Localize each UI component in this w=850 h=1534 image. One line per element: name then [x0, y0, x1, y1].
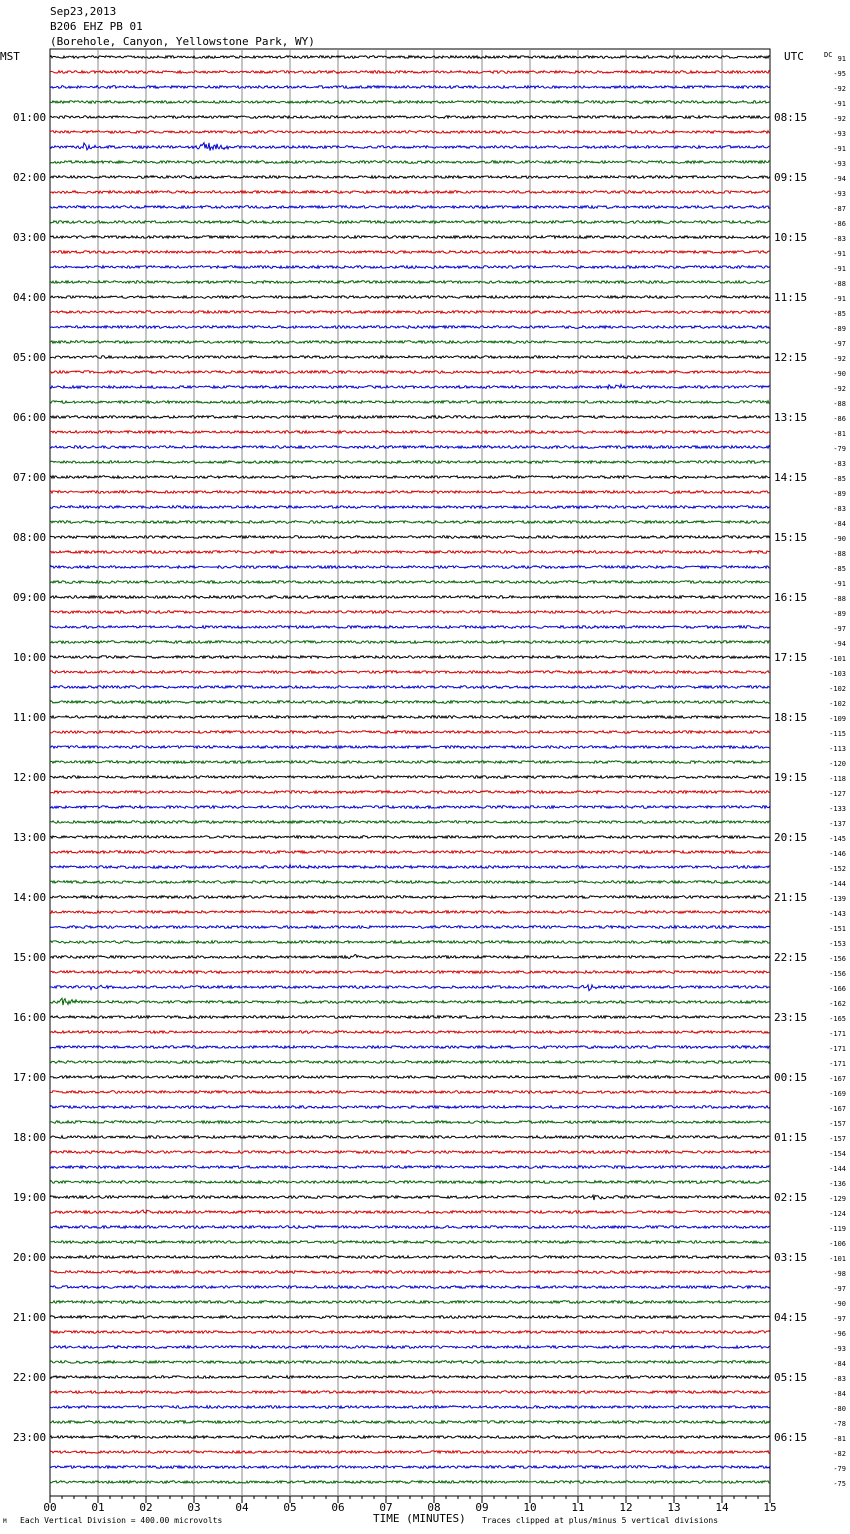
trace-line: [50, 385, 770, 389]
trace-line: [50, 611, 770, 614]
mst-hour-label: 18:00: [13, 1131, 47, 1144]
dc-offset-label: -144: [829, 880, 846, 888]
dc-offset-label: -143: [829, 910, 846, 918]
dc-offset-label: -90: [833, 370, 846, 378]
trace-line: [50, 1210, 770, 1214]
trace-line: [50, 581, 770, 584]
utc-hour-label: 15:15: [774, 531, 808, 544]
utc-hour-label: 05:15: [774, 1371, 808, 1384]
mst-hour-label: 23:00: [13, 1431, 47, 1444]
dc-offset-label: -79: [833, 1465, 846, 1473]
dc-offset-label: 91: [837, 55, 846, 63]
trace-line: [50, 191, 770, 194]
dc-offset-label: -81: [833, 1435, 846, 1443]
dc-offset-label: -85: [833, 310, 846, 318]
trace-line: [50, 1286, 770, 1289]
mst-hour-label: 03:00: [13, 231, 47, 244]
dc-offset-label: -92: [833, 355, 846, 363]
dc-offset-label: -152: [829, 865, 846, 873]
dc-offset-label: -166: [829, 985, 846, 993]
trace-line: [50, 281, 770, 284]
trace-line: [50, 701, 770, 704]
utc-hour-label: 21:15: [774, 891, 808, 904]
dc-offset-label: -156: [829, 970, 846, 978]
dc-label: DC: [824, 51, 833, 59]
dc-offset-label: -120: [829, 760, 846, 768]
dc-offset-label: -153: [829, 940, 846, 948]
utc-hour-label: 19:15: [774, 771, 808, 784]
utc-hour-label: 02:15: [774, 1191, 808, 1204]
trace-line: [50, 1106, 770, 1109]
trace-line: [50, 641, 770, 644]
trace-line: [50, 1016, 770, 1019]
trace-line: [50, 776, 770, 779]
x-tick-label: 06: [331, 1501, 345, 1514]
trace-line: [50, 1406, 770, 1409]
trace-line: [50, 1436, 770, 1439]
mst-hour-label: 13:00: [13, 831, 47, 844]
trace-line: [50, 1376, 770, 1379]
dc-offset-label: -113: [829, 745, 846, 753]
trace-line: [50, 821, 770, 824]
utc-hour-label: 00:15: [774, 1071, 808, 1084]
trace-line: [50, 206, 770, 209]
trace-line: [50, 251, 770, 254]
trace-line: [50, 71, 770, 74]
trace-line: [50, 371, 770, 374]
dc-offset-label: -144: [829, 1165, 846, 1173]
dc-offset-label: -92: [833, 115, 846, 123]
dc-offset-label: -101: [829, 655, 846, 663]
x-tick-label: 15: [763, 1501, 777, 1514]
x-tick-label: 07: [379, 1501, 393, 1514]
trace-line: [50, 1195, 770, 1200]
trace-line: [50, 896, 770, 899]
station-location: (Borehole, Canyon, Yellowstone Park, WY): [50, 35, 315, 48]
dc-offset-label: -83: [833, 1375, 846, 1383]
dc-offset-label: -137: [829, 820, 846, 828]
dc-offset-label: -83: [833, 460, 846, 468]
dc-offset-label: -83: [833, 505, 846, 513]
dc-offset-label: -94: [833, 175, 846, 183]
dc-offset-label: -87: [833, 205, 846, 213]
clip-note: Traces clipped at plus/minus 5 vertical divisions: [482, 1516, 719, 1525]
dc-offset-label: -93: [833, 1345, 846, 1353]
x-tick-label: 03: [187, 1501, 201, 1514]
dc-offset-label: -91: [833, 580, 846, 588]
trace-line: [50, 1466, 770, 1469]
trace-line: [50, 161, 770, 164]
trace-line: [50, 836, 770, 839]
dc-offset-label: -157: [829, 1120, 846, 1128]
mst-hour-label: 17:00: [13, 1071, 47, 1084]
dc-offset-label: -157: [829, 1135, 846, 1143]
trace-line: [50, 881, 770, 884]
utc-hour-label: 16:15: [774, 591, 808, 604]
trace-line: [50, 1346, 770, 1349]
dc-offset-label: -88: [833, 280, 846, 288]
utc-hour-label: 23:15: [774, 1011, 808, 1024]
mst-hour-label: 10:00: [13, 651, 47, 664]
dc-offset-label: -98: [833, 1270, 846, 1278]
x-tick-label: 13: [667, 1501, 681, 1514]
trace-line: [50, 985, 770, 991]
x-tick-label: 05: [283, 1501, 297, 1514]
dc-offset-label: -106: [829, 1240, 846, 1248]
trace-line: [50, 671, 770, 674]
dc-offset-label: -92: [833, 85, 846, 93]
dc-offset-label: -129: [829, 1195, 846, 1203]
trace-line: [50, 1451, 770, 1454]
dc-offset-label: -93: [833, 130, 846, 138]
trace-line: [50, 911, 770, 914]
trace-line: [50, 941, 770, 944]
dc-offset-label: -167: [829, 1075, 846, 1083]
mst-hour-label: 07:00: [13, 471, 47, 484]
dc-offset-label: -119: [829, 1225, 846, 1233]
dc-offset-label: -91: [833, 295, 846, 303]
mst-hour-label: 12:00: [13, 771, 47, 784]
left-axis-label: MST: [0, 50, 20, 63]
dc-offset-label: -97: [833, 1285, 846, 1293]
utc-hour-label: 10:15: [774, 231, 808, 244]
mst-hour-label: 06:00: [13, 411, 47, 424]
trace-line: [50, 656, 770, 659]
dc-offset-label: -95: [833, 70, 846, 78]
dc-offset-label: -133: [829, 805, 846, 813]
dc-offset-label: -91: [833, 250, 846, 258]
trace-line: [50, 1166, 770, 1169]
trace-line: [50, 551, 770, 554]
trace-line: [50, 1421, 770, 1424]
dc-offset-label: -118: [829, 775, 846, 783]
trace-line: [50, 926, 770, 929]
trace-line: [50, 791, 770, 794]
dc-offset-label: -169: [829, 1090, 846, 1098]
dc-offset-label: -127: [829, 790, 846, 798]
trace-line: [50, 221, 770, 224]
plot-frame: [50, 49, 770, 1496]
trace-line: [50, 431, 770, 434]
dc-offset-label: -101: [829, 1255, 846, 1263]
trace-line: [50, 1301, 770, 1304]
mst-hour-label: 01:00: [13, 111, 47, 124]
dc-offset-label: -109: [829, 715, 846, 723]
scale-note: Each Vertical Division = 400.00 microvolts: [20, 1516, 223, 1525]
dc-offset-label: -115: [829, 730, 846, 738]
utc-hour-label: 14:15: [774, 471, 808, 484]
trace-line: [50, 626, 770, 629]
trace-line: [50, 1136, 770, 1139]
mst-hour-label: 04:00: [13, 291, 47, 304]
trace-line: [50, 1271, 770, 1274]
trace-line: [50, 1391, 770, 1394]
trace-line: [50, 998, 770, 1005]
dc-offset-label: -165: [829, 1015, 846, 1023]
utc-hour-label: 01:15: [774, 1131, 808, 1144]
dc-offset-label: -102: [829, 700, 846, 708]
mst-hour-label: 16:00: [13, 1011, 47, 1024]
trace-line: [50, 731, 770, 734]
dc-offset-label: -97: [833, 625, 846, 633]
utc-hour-label: 06:15: [774, 1431, 808, 1444]
dc-offset-label: -167: [829, 1105, 846, 1113]
dc-offset-label: -97: [833, 1315, 846, 1323]
dc-offset-label: -156: [829, 955, 846, 963]
dc-offset-label: -94: [833, 640, 846, 648]
utc-hour-label: 20:15: [774, 831, 808, 844]
trace-line: [50, 446, 770, 449]
trace-line: [50, 536, 770, 539]
x-tick-label: 12: [619, 1501, 633, 1514]
trace-line: [50, 971, 770, 974]
dc-offset-label: -145: [829, 835, 846, 843]
trace-line: [50, 955, 770, 959]
dc-offset-label: -90: [833, 1300, 846, 1308]
x-tick-label: 01: [91, 1501, 105, 1514]
dc-offset-label: -84: [833, 1360, 846, 1368]
dc-offset-label: -92: [833, 385, 846, 393]
dc-offset-label: -93: [833, 160, 846, 168]
trace-line: [50, 476, 770, 479]
utc-hour-label: 09:15: [774, 171, 808, 184]
trace-line: [50, 1181, 770, 1184]
utc-hour-label: 18:15: [774, 711, 808, 724]
dc-offset-label: -96: [833, 1330, 846, 1338]
dc-offset-label: -89: [833, 490, 846, 498]
trace-line: [50, 1091, 770, 1094]
trace-line: [50, 341, 770, 344]
utc-hour-label: 13:15: [774, 411, 808, 424]
dc-offset-label: -136: [829, 1180, 846, 1188]
dc-offset-label: -86: [833, 220, 846, 228]
trace-line: [50, 1481, 770, 1484]
trace-line: [50, 1256, 770, 1259]
utc-hour-label: 04:15: [774, 1311, 808, 1324]
x-tick-label: 11: [571, 1501, 585, 1514]
mst-hour-label: 21:00: [13, 1311, 47, 1324]
dc-offset-label: -91: [833, 265, 846, 273]
mst-hour-label: 20:00: [13, 1251, 47, 1264]
dc-offset-label: -90: [833, 535, 846, 543]
trace-line: [50, 806, 770, 809]
trace-line: [50, 716, 770, 719]
trace-line: [50, 1061, 770, 1064]
trace-line: [50, 596, 770, 599]
mst-hour-label: 02:00: [13, 171, 47, 184]
trace-line: [50, 1316, 770, 1319]
trace-line: [50, 1046, 770, 1049]
trace-line: [50, 1226, 770, 1229]
dc-offset-label: -151: [829, 925, 846, 933]
dc-offset-label: -84: [833, 520, 846, 528]
dc-offset-label: -89: [833, 610, 846, 618]
trace-line: [50, 266, 770, 269]
dc-offset-label: -171: [829, 1030, 846, 1038]
trace-line: [50, 56, 770, 59]
trace-line: [50, 506, 770, 509]
x-tick-label: 09: [475, 1501, 489, 1514]
dc-offset-label: -93: [833, 190, 846, 198]
footer-mark: M: [3, 1518, 7, 1525]
trace-line: [50, 86, 770, 89]
mst-hour-label: 08:00: [13, 531, 47, 544]
dc-offset-label: -83: [833, 235, 846, 243]
trace-line: [50, 1121, 770, 1124]
utc-hour-label: 03:15: [774, 1251, 808, 1264]
utc-hour-label: 12:15: [774, 351, 808, 364]
dc-offset-label: -85: [833, 475, 846, 483]
dc-offset-label: -146: [829, 850, 846, 858]
dc-offset-label: -162: [829, 1000, 846, 1008]
x-tick-label: 08: [427, 1501, 441, 1514]
dc-offset-label: -89: [833, 325, 846, 333]
trace-line: [50, 416, 770, 419]
dc-offset-label: -139: [829, 895, 846, 903]
mst-hour-label: 09:00: [13, 591, 47, 604]
dc-offset-label: -79: [833, 445, 846, 453]
trace-line: [50, 176, 770, 179]
trace-line: [50, 746, 770, 749]
mst-hour-label: 14:00: [13, 891, 47, 904]
utc-hour-label: 22:15: [774, 951, 808, 964]
trace-line: [50, 296, 770, 299]
dc-offset-label: -88: [833, 595, 846, 603]
mst-hour-label: 15:00: [13, 951, 47, 964]
dc-offset-label: -86: [833, 415, 846, 423]
trace-line: [50, 761, 770, 764]
trace-line: [50, 116, 770, 119]
trace-line: [50, 851, 770, 854]
station-code: B206 EHZ PB 01: [50, 20, 143, 33]
trace-line: [50, 1151, 770, 1154]
dc-offset-label: -88: [833, 400, 846, 408]
dc-offset-label: -82: [833, 1450, 846, 1458]
x-tick-label: 04: [235, 1501, 249, 1514]
trace-line: [50, 1076, 770, 1079]
dc-offset-label: -171: [829, 1060, 846, 1068]
utc-hour-label: 17:15: [774, 651, 808, 664]
mst-hour-label: 11:00: [13, 711, 47, 724]
dc-offset-label: -88: [833, 550, 846, 558]
dc-offset-label: -78: [833, 1420, 846, 1428]
trace-line: [50, 326, 770, 329]
trace-line: [50, 1331, 770, 1334]
right-axis-label: UTC: [784, 50, 804, 63]
dc-offset-label: -154: [829, 1150, 846, 1158]
dc-offset-label: -171: [829, 1045, 846, 1053]
trace-line: [50, 865, 770, 869]
dc-offset-label: -91: [833, 145, 846, 153]
trace-line: [50, 401, 770, 404]
trace-line: [50, 1031, 770, 1034]
trace-line: [50, 566, 770, 569]
dc-offset-label: -91: [833, 100, 846, 108]
trace-line: [50, 686, 770, 689]
trace-line: [50, 236, 770, 239]
trace-line: [50, 143, 770, 151]
dc-offset-label: -85: [833, 565, 846, 573]
dc-offset-label: -80: [833, 1405, 846, 1413]
trace-line: [50, 461, 770, 464]
x-tick-label: 00: [43, 1501, 57, 1514]
dc-offset-label: -103: [829, 670, 846, 678]
trace-line: [50, 311, 770, 314]
trace-line: [50, 491, 770, 494]
x-tick-label: 10: [523, 1501, 537, 1514]
mst-hour-label: 05:00: [13, 351, 47, 364]
trace-line: [50, 131, 770, 134]
trace-line: [50, 1361, 770, 1364]
dc-offset-label: -124: [829, 1210, 846, 1218]
utc-hour-label: 11:15: [774, 291, 808, 304]
dc-offset-label: -102: [829, 685, 846, 693]
trace-line: [50, 1241, 770, 1244]
mst-hour-label: 22:00: [13, 1371, 47, 1384]
x-tick-label: 14: [715, 1501, 729, 1514]
x-axis-title: TIME (MINUTES): [373, 1512, 466, 1525]
trace-line: [50, 101, 770, 104]
trace-line: [50, 521, 770, 524]
dc-offset-label: -84: [833, 1390, 846, 1398]
dc-offset-label: -75: [833, 1480, 846, 1488]
x-tick-label: 02: [139, 1501, 153, 1514]
dc-offset-label: -81: [833, 430, 846, 438]
mst-hour-label: 19:00: [13, 1191, 47, 1204]
plot-date: Sep23,2013: [50, 5, 117, 18]
trace-line: [50, 356, 770, 359]
dc-offset-label: -97: [833, 340, 846, 348]
utc-hour-label: 08:15: [774, 111, 808, 124]
